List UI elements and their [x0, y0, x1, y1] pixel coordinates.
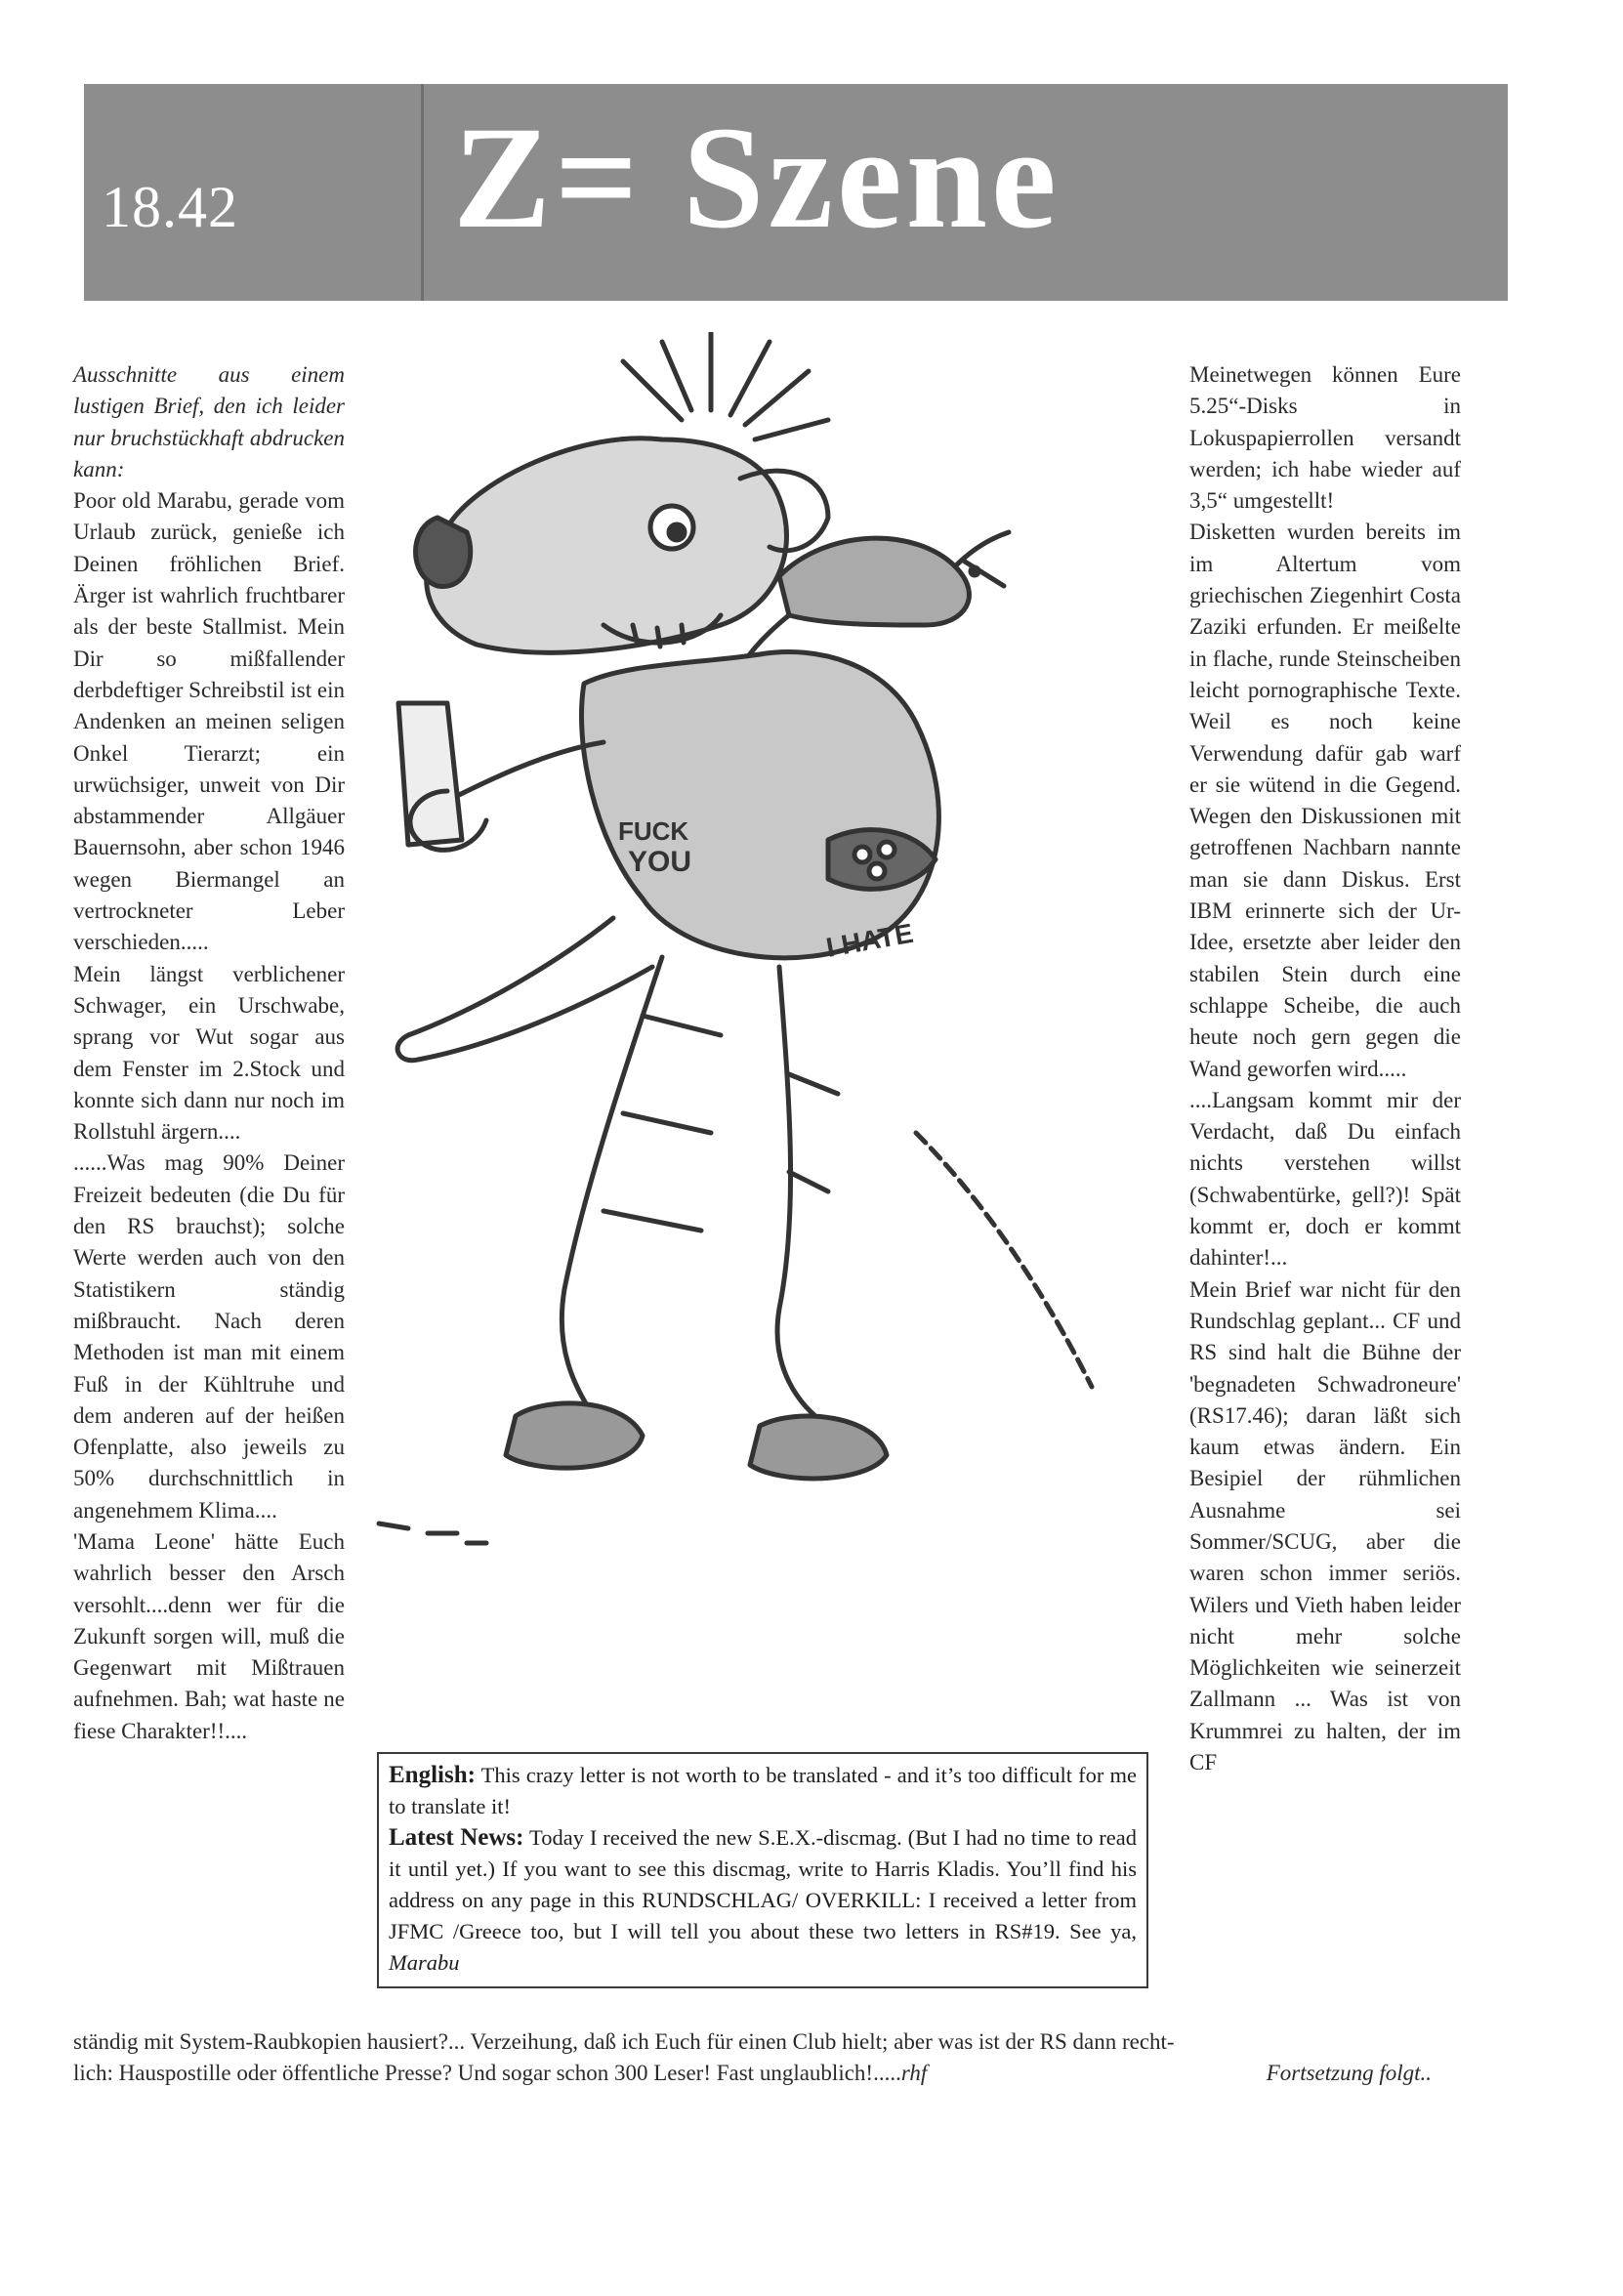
signature: Marabu — [389, 1950, 460, 1975]
continued-note: Fortsetzung folgt.. — [1266, 2061, 1432, 2085]
news-text: Today I received the new S.E.X.-discmag. (But I had no time to read it until yet.) If you want to see this discmag, write to Harris Kladis. You’ll find his address on any page in this RUNDSCHLAG/ OVERKILL: I received a letter from JFMC /Greece too, but I will tell you about these two letters in RS#19. See ya, — [389, 1825, 1137, 1943]
paragraph: Mein Brief war nicht für den Rundschlag geplant... CF und RS sind halt die Bühne der 'begnadeten Schwadroneure' (RS17.46); daran läßt sich kaum etwas ändern. Ein Besipiel der rühmlichen Ausnahme sei Sommer/SCUG, aber die waren schon immer seriös. Wilers und Vieth haben leider nicht mehr solche Möglichkeiten wie seinerzeit Zallmann ... Was ist von Krummrei zu halten, der im CF — [1189, 1276, 1461, 1775]
english-label: English: — [389, 1762, 476, 1788]
news-label: Latest News: — [389, 1824, 524, 1851]
bottom-text — [73, 2026, 1461, 2089]
bottom-line-2 — [73, 2058, 1461, 2089]
page-title: Z= Szene — [453, 97, 1061, 259]
paragraph: Meinetwegen können Eure 5.25“-Disks in Lokuspapierrollen versandt werden; ich habe wieder auf 3,5“ umgestellt! — [1189, 362, 1461, 514]
patch-text: I HATE — [823, 917, 916, 963]
paragraph: ....Langsam kommt mir der Verdacht, daß Du einfach nichts verstehen willst (Schwabentürke, gell?)! Spät kommt er, doch er kommt dahinter!... — [1189, 1087, 1461, 1271]
paragraph: Poor old Marabu, gerade vom Urlaub zurück, genieße ich Deinen fröhlichen Brief. Ärger ist wahrlich fruchtbarer als der beste Stallmist. Mein Dir so mißfallender derbdeftiger Schreibstil ist ein Andenken an meinen seligen Onkel Tierarzt; ein urwüchsiger, unweit von Dir abstammender Allgäuer Bauernsohn, aber schon 1946 wegen Biermangel an vertrockneter Leber verschieden..... — [73, 488, 345, 955]
paragraph: Mein längst verblichener Schwager, ein Urschwabe, sprang vor Wut sogar aus dem Fenster im 2.Stock und konnte sich dann nur noch im Rollstuhl ärgern.... — [73, 961, 345, 1145]
paragraph: 'Mama Leone' hätte Euch wahrlich besser den Arsch versohlt....denn wer für die Zukunft sorgen will, muß die Gegenwart mit Mißtrauen aufnehmen. Bah; wat haste ne fiese Charakter!!.... — [73, 1528, 345, 1743]
shirt-text: FUCK — [618, 816, 689, 846]
page-number: 18.42 — [102, 175, 238, 239]
news-paragraph — [389, 1822, 1137, 1979]
intro-text: Ausschnitte aus einem lustigen Brief, den ich leider nur bruchstückhaft abdrucken kann: — [73, 362, 345, 481]
english-summary-box — [377, 1752, 1148, 1988]
left-column — [73, 359, 345, 1747]
right-column — [1189, 359, 1461, 1778]
english-paragraph — [389, 1760, 1137, 1822]
english-text: This crazy letter is not worth to be translated - and it’s too difficult for me to translate it! — [389, 1763, 1137, 1818]
bottom-line-text: lich: Hauspostille oder öffentliche Presse? Und sogar schon 300 Leser! Fast unglaublich!..... — [73, 2061, 901, 2085]
punk-dog-illustration — [369, 332, 1150, 1738]
bottom-line: ständig mit System-Raubkopien hausiert?... Verzeihung, daß ich Euch für einen Club hielt; aber was ist der RS dann recht- — [73, 2029, 1175, 2054]
paragraph: ......Was mag 90% Deiner Freizeit bedeuten (die Du für den RS brauchst); solche Werte werden auch von den Statistikern ständig mißbraucht. Nach deren Methoden ist man mit einem Fuß in der Kühltruhe und dem anderen auf der heißen Ofenplatte, also jeweils zu 50% durchschnittlich in angenehmem Klima.... — [73, 1150, 345, 1523]
paragraph: Disketten wurden bereits im im Altertum vom griechischen Ziegenhirt Costa Zaziki erfunden. Er meißelte in flache, runde Steinscheiben leicht pornographische Texte. Weil es noch keine Verwendung dafür gab warf er sie wütend in die Gegend. Wegen den Diskussionen mit getroffenen Nachbarn nannte man sie dann Diskus. Erst IBM erinnerte sich der Ur-Idee, ersetzte aber leider den stabilen Stein durch eine schlappe Scheibe, die auch heute noch gern gegen die Wand geworfen wird..... — [1189, 520, 1461, 1081]
header-banner — [84, 84, 1508, 301]
bottom-signature: rhf — [900, 2061, 928, 2085]
header-divider — [421, 84, 424, 301]
shirt-text: YOU — [628, 846, 692, 878]
